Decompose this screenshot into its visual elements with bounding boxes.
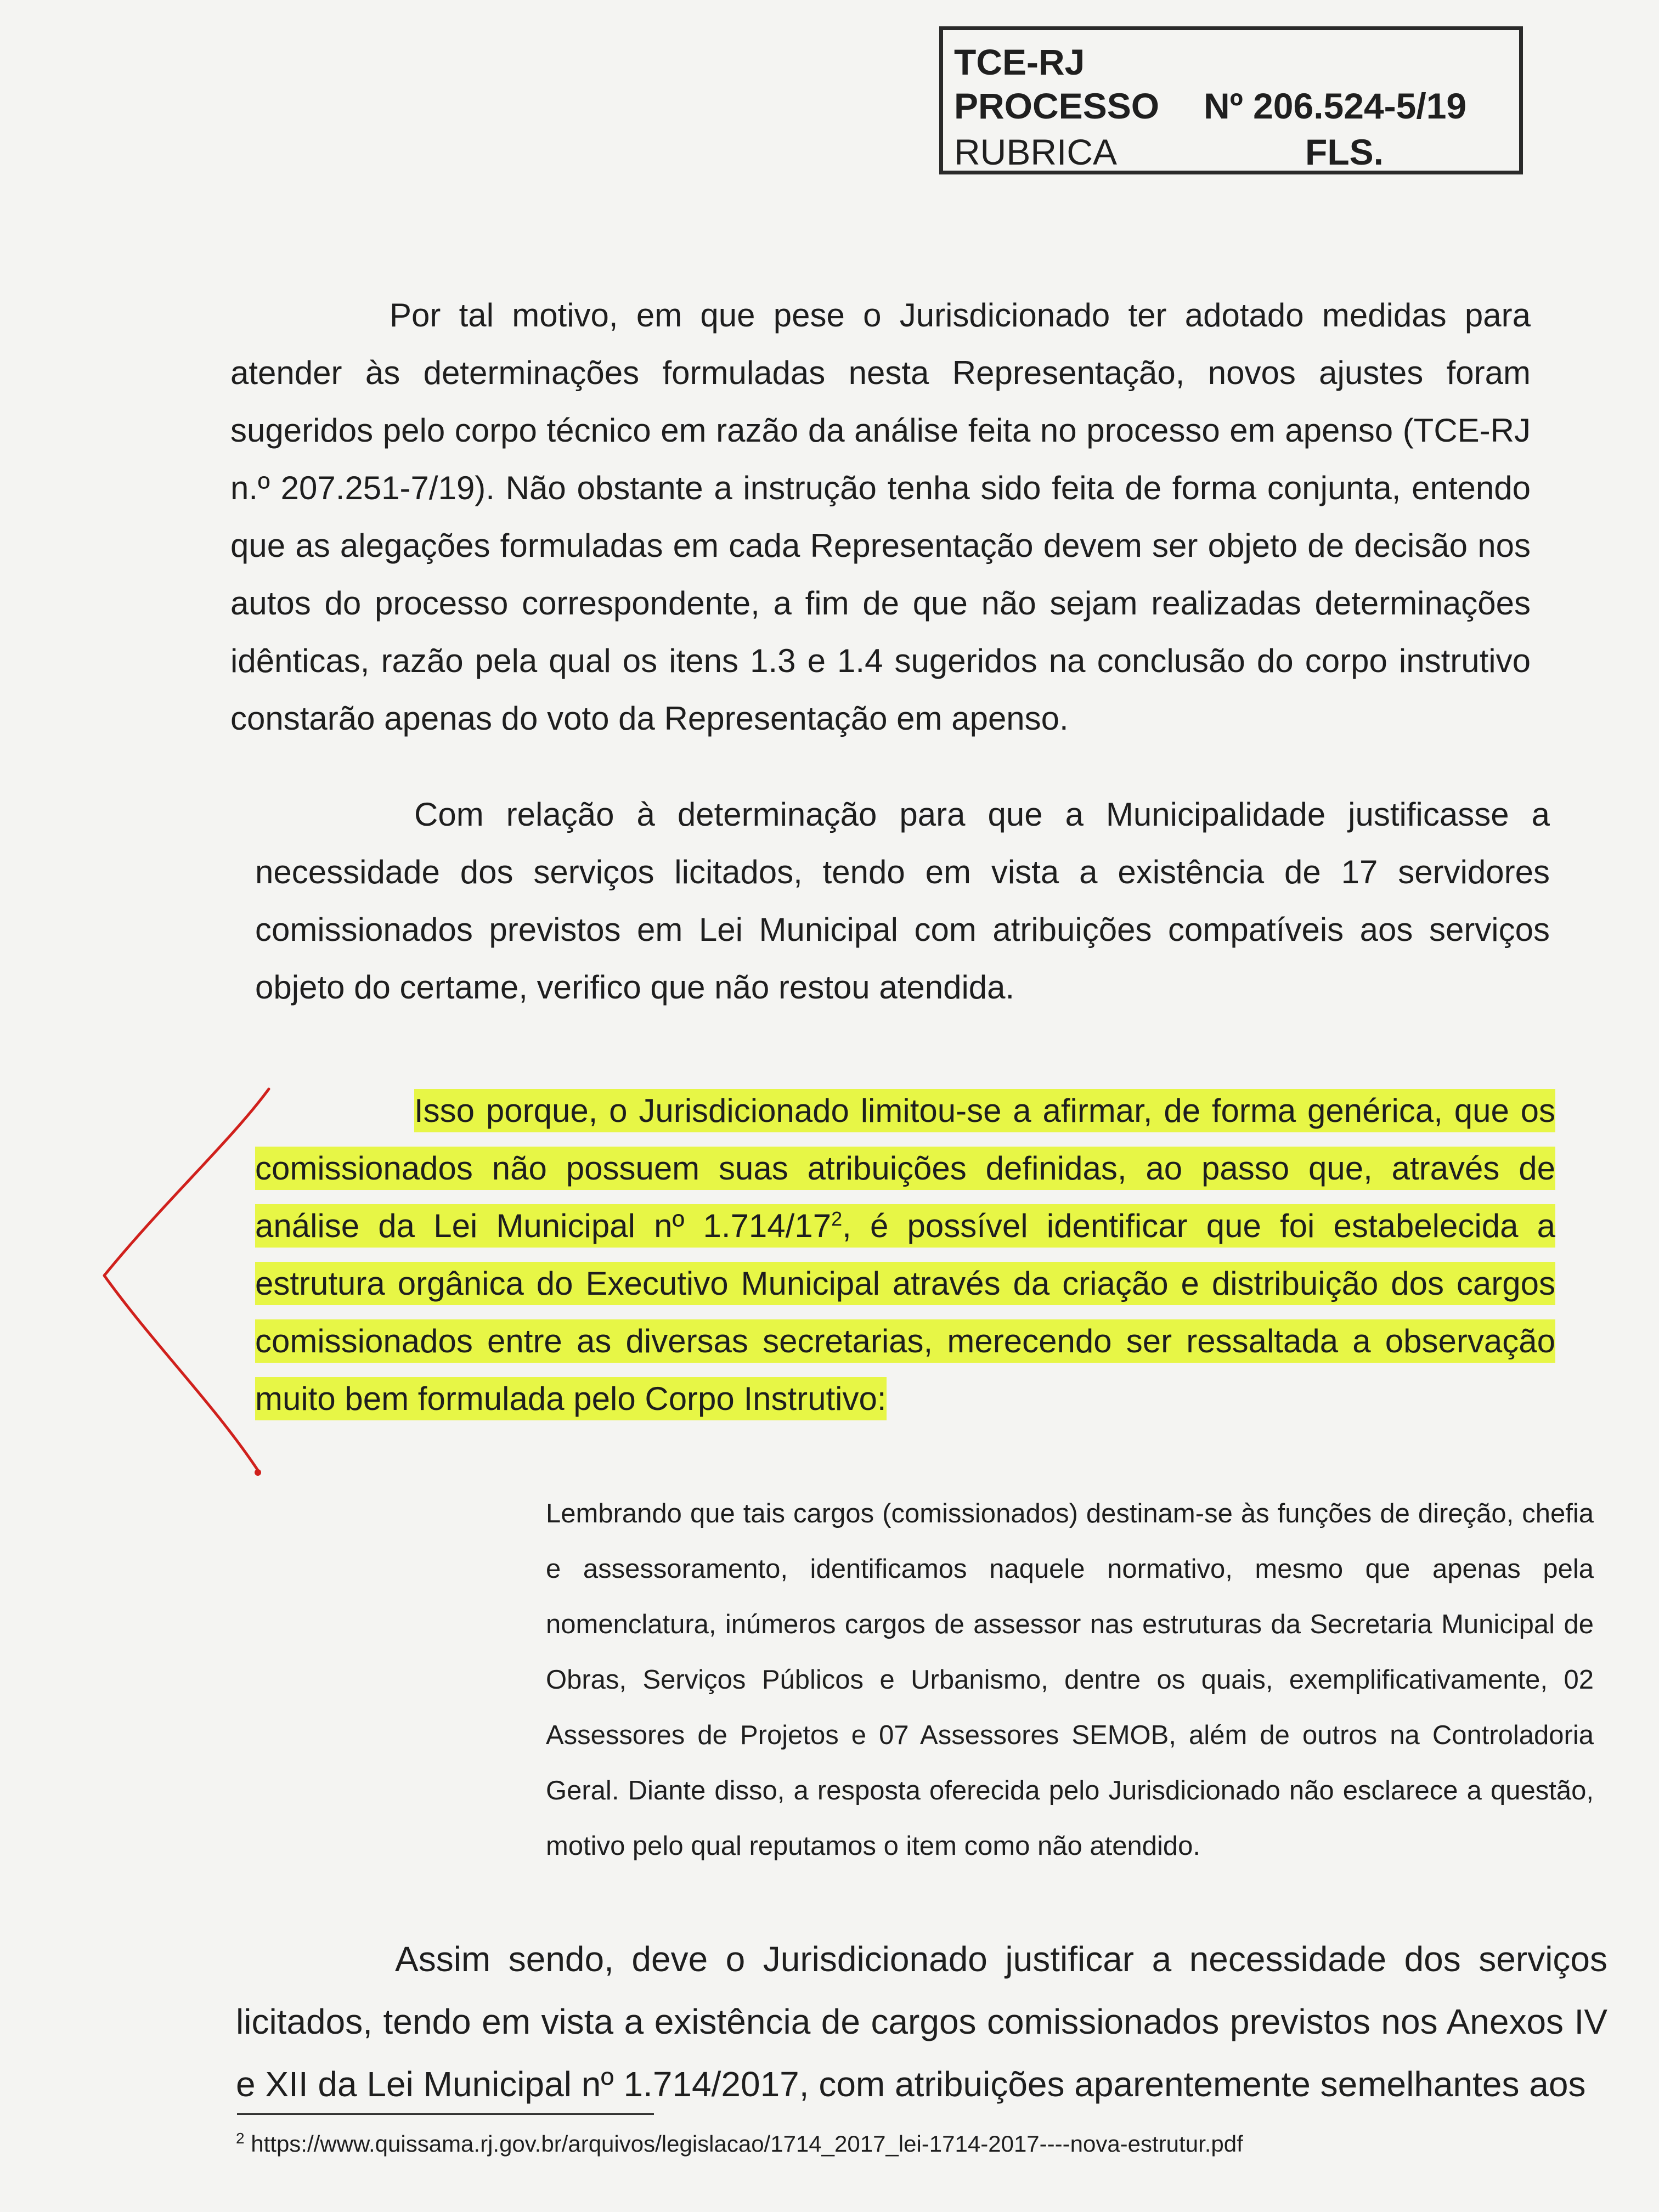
highlighted-text-end: , é possível identificar que foi estabelecida a estrutura orgânica do Executivo Municipal através da criação e distribuição dos cargos comissionados entre as diversas secretarias, merecendo ser ressaltada a observação muito bem formulada pelo Corpo Instrutivo: [255, 1207, 1555, 1417]
pen-stroke-end [255, 1469, 261, 1476]
highlighted-text [255, 1089, 1555, 1420]
stamp-process-row [954, 86, 1467, 126]
stamp-process-number: Nº 206.524-5/19 [1204, 86, 1467, 126]
footnote [236, 2128, 1243, 2160]
stamp-court: TCE-RJ [954, 42, 1085, 82]
paragraph-highlighted [255, 1082, 1555, 1427]
stamp-process-label: PROCESSO [954, 86, 1160, 126]
paragraph-determination: Com relação à determinação para que a Municipalidade justificasse a necessidade dos serviços licitados, tendo em vista a existência de 17 servidores comissionados previstos em Lei Municipal com atribuições compatíveis aos serviços objeto do certame, verifico que não restou atendida. [255, 796, 1550, 1006]
footnote-separator [237, 2113, 654, 2115]
footnote-url: https://www.quissama.rj.gov.br/arquivos/legislacao/1714_2017_lei-1714-2017----nova-estrutur.pdf [251, 2131, 1243, 2157]
protocol-stamp [939, 26, 1523, 174]
pen-stroke [104, 1089, 269, 1470]
stamp-rubrica-label: RUBRICA [954, 132, 1118, 172]
block-quote: Lembrando que tais cargos (comissionados) destinam-se às funções de direção, chefia e assessoramento, identificamos naquele normativo, mesmo que apenas pela nomenclatura, inúmeros cargos de assessor nas estruturas da Secretaria Municipal de Obras, Serviços Públicos e Urbanismo, dentre os quais, exemplificativamente, 02 Assessores de Projetos e 07 Assessores SEMOB, além de outros na Controladoria Geral. Diante disso, a resposta oferecida pelo Jurisdicionado não esclarece a questão, motivo pelo qual reputamos o item como não atendido. [546, 1499, 1594, 1861]
footnote-number: 2 [236, 2130, 245, 2147]
highlighted-text-start: Isso porque, o Jurisdicionado limitou-se a afirmar, de forma genérica, que os comissionados não possuem suas atribuições definidas, ao passo que, através de análise da Lei Municipal nº 1.714/17 [255, 1092, 1555, 1244]
paragraph-conclusion: Assim sendo, deve o Jurisdicionado justificar a necessidade dos serviços licitados, tendo em vista a existência de cargos comissionados previstos nos Anexos IV e XII da Lei Municipal nº 1.714/2017, com atribuições aparentemente semelhantes aos [236, 1939, 1607, 2104]
footnote-reference: 2 [831, 1207, 843, 1230]
stamp-fls-label: FLS. [1305, 132, 1384, 172]
paragraph-reason: Por tal motivo, em que pese o Jurisdicionado ter adotado medidas para atender às determinações formuladas nesta Representação, novos ajustes foram sugeridos pelo corpo técnico em razão da análise feita no processo em apenso (TCE-RJ n.º 207.251-7/19). Não obstante a instrução tenha sido feita de forma conjunta, entendo que as alegações formuladas em cada Representação devem ser objeto de decisão nos autos do processo correspondente, a fim de que não sejam realizadas determinações idênticas, razão pela qual os itens 1.3 e 1.4 sugeridos na conclusão do corpo instrutivo constarão apenas do voto da Representação em apenso. [230, 297, 1531, 737]
stamp-rubrica-row [954, 132, 1384, 172]
